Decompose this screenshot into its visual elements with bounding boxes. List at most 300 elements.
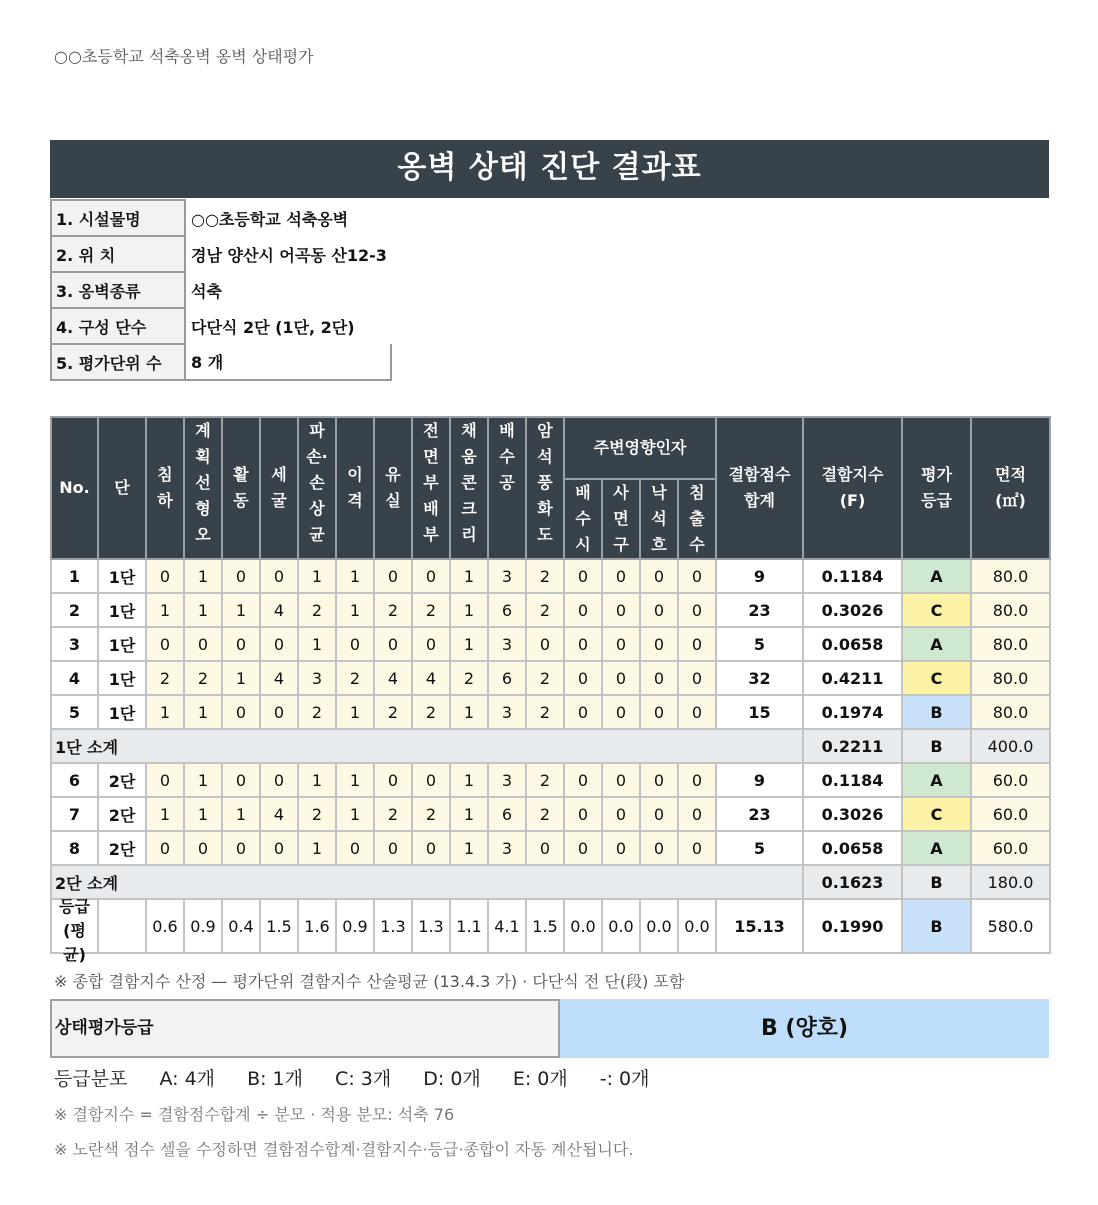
score-cell[interactable]: 2: [526, 695, 564, 729]
total-area: 580.0: [971, 899, 1050, 953]
score-cell[interactable]: 1: [146, 695, 184, 729]
subtotal-row: [51, 729, 1050, 763]
grade-distribution: [54, 1064, 676, 1091]
score-cell[interactable]: 0: [602, 695, 640, 729]
info-value: 다단식 2단 (1단, 2단): [191, 317, 355, 337]
header-char: 균: [309, 525, 325, 544]
header-sub-factor-1: [602, 479, 640, 559]
score-cell[interactable]: 1: [146, 797, 184, 831]
score-cell[interactable]: 2: [412, 593, 450, 627]
area-value: 80.0: [971, 593, 1050, 627]
header-line: 등급: [921, 491, 952, 510]
average-cell: 0.0: [678, 899, 716, 953]
score-cell[interactable]: 2: [374, 797, 412, 831]
header-char: 활: [233, 465, 249, 484]
average-cell: 1.5: [526, 899, 564, 953]
score-cell[interactable]: 0: [412, 559, 450, 593]
total-note: ※ 종합 결함지수 산정 — 평가단위 결함지수 산술평균 (13.4.3 가) · 다단식 전 단(段) 포함: [54, 972, 685, 991]
header-char: 배: [499, 421, 515, 440]
table-row: [51, 763, 1050, 797]
score-cell[interactable]: 0: [564, 763, 602, 797]
status-grade-value: B (양호): [560, 999, 1049, 1058]
header-line: 결함점수: [728, 465, 791, 484]
header-char: 형: [195, 499, 211, 518]
header-defect-2: [222, 417, 260, 559]
header-surrounding-factors: 주변영향인자: [564, 417, 716, 479]
header-char: 부: [423, 525, 439, 544]
info-value: 8 개: [185, 344, 391, 380]
header-no: No.: [51, 417, 98, 559]
score-cell[interactable]: 0: [678, 661, 716, 695]
score-cell[interactable]: 0: [374, 831, 412, 865]
defect-index: 0.3026: [803, 797, 902, 831]
score-cell[interactable]: 3: [488, 831, 526, 865]
score-cell[interactable]: 1: [298, 627, 336, 661]
grade-badge: A: [902, 831, 971, 865]
score-cell[interactable]: 1: [184, 593, 222, 627]
score-cell[interactable]: 2: [298, 695, 336, 729]
info-row: [51, 272, 391, 308]
score-cell[interactable]: 6: [488, 661, 526, 695]
header-char: 석: [651, 509, 667, 528]
score-cell[interactable]: 0: [678, 763, 716, 797]
header-char: 낙: [651, 483, 667, 502]
header-char: 암: [537, 421, 553, 440]
header-char: 오: [195, 525, 211, 544]
score-cell[interactable]: 0: [640, 627, 678, 661]
score-cell[interactable]: 0: [412, 627, 450, 661]
formula-note: ※ 결함지수 = 결함점수합계 ÷ 분모 · 적용 분모: 석축 76: [54, 1105, 455, 1124]
header-char: 출: [689, 509, 705, 528]
average-cell: 0.0: [640, 899, 678, 953]
score-cell[interactable]: 3: [488, 559, 526, 593]
header-defect-10: [526, 417, 564, 559]
score-cell[interactable]: 0: [374, 627, 412, 661]
score-cell[interactable]: 2: [526, 763, 564, 797]
score-cell[interactable]: 0: [564, 627, 602, 661]
header-char: 상: [309, 499, 325, 518]
header-sub-factor-0: [564, 479, 602, 559]
total-row: [51, 899, 1050, 953]
total-label-inner: [52, 895, 97, 964]
header-char: 하: [157, 491, 173, 510]
score-cell[interactable]: 0: [526, 831, 564, 865]
score-cell[interactable]: 0: [602, 831, 640, 865]
score-cell[interactable]: 2: [298, 797, 336, 831]
score-cell[interactable]: 1: [450, 627, 488, 661]
score-cell[interactable]: 0: [222, 763, 260, 797]
score-cell[interactable]: 1: [184, 695, 222, 729]
average-cell: 0.9: [184, 899, 222, 953]
header-char: 구: [613, 535, 629, 554]
grade-badge: B: [902, 695, 971, 729]
score-cell[interactable]: 0: [640, 661, 678, 695]
score-cell[interactable]: 0: [260, 831, 298, 865]
score-cell[interactable]: 1: [450, 831, 488, 865]
header-char: 수: [575, 509, 591, 528]
score-cell[interactable]: 0: [336, 627, 374, 661]
info-label: 2. 위 치: [51, 236, 185, 272]
header-char: 수: [499, 447, 515, 466]
header-char: 화: [537, 499, 553, 518]
header-char: 세: [271, 465, 287, 484]
header-char: 동: [233, 491, 249, 510]
header-char: 콘: [461, 473, 477, 492]
score-cell[interactable]: 0: [678, 797, 716, 831]
score-cell[interactable]: 3: [488, 763, 526, 797]
average-cell: 1.6: [298, 899, 336, 953]
score-cell[interactable]: 6: [488, 593, 526, 627]
score-cell[interactable]: 0: [640, 695, 678, 729]
score-cell[interactable]: 1: [450, 763, 488, 797]
subtotal-row: [51, 865, 1050, 899]
header-defect-9: [488, 417, 526, 559]
score-cell[interactable]: 2: [336, 661, 374, 695]
total-label: [51, 897, 98, 964]
header-char: 계: [195, 421, 211, 440]
header-char: 파: [309, 421, 325, 440]
score-cell[interactable]: 4: [260, 797, 298, 831]
total-label-line: (평: [63, 921, 86, 940]
defect-sum: 32: [716, 661, 803, 695]
score-cell[interactable]: 0: [222, 831, 260, 865]
area-value: 180.0: [971, 865, 1050, 899]
header-char: 면: [613, 509, 629, 528]
defect-sum: 23: [716, 797, 803, 831]
score-cell[interactable]: 0: [678, 559, 716, 593]
score-cell[interactable]: 0: [374, 763, 412, 797]
row-dan: 1단: [98, 661, 146, 695]
distribution-a: A: 4개: [159, 1068, 216, 1090]
header-char: 석: [537, 447, 553, 466]
score-cell[interactable]: 0: [260, 763, 298, 797]
header-line: 평가: [921, 465, 952, 484]
score-cell[interactable]: 0: [640, 797, 678, 831]
status-grade-box: [50, 999, 1049, 1058]
score-cell[interactable]: 3: [488, 695, 526, 729]
total-dan-empty: [98, 899, 146, 953]
header-defect-index: [803, 417, 902, 559]
area-value: 60.0: [971, 763, 1050, 797]
header-defect-3: [260, 417, 298, 559]
score-cell[interactable]: 1: [146, 593, 184, 627]
score-cell[interactable]: 2: [526, 797, 564, 831]
defect-index: 0.0658: [803, 627, 902, 661]
score-cell[interactable]: 1: [450, 559, 488, 593]
header-char: 침: [157, 465, 173, 484]
info-label: 4. 구성 단수: [51, 308, 185, 344]
info-row: [51, 236, 391, 272]
score-cell[interactable]: 0: [602, 559, 640, 593]
total-label-line: 등급: [59, 897, 90, 916]
header-sub-factor-3: [678, 479, 716, 559]
score-cell[interactable]: 4: [260, 593, 298, 627]
header-line: 합계: [744, 491, 775, 510]
score-cell[interactable]: 0: [602, 627, 640, 661]
defect-index: 0.1974: [803, 695, 902, 729]
header-char: 수: [689, 535, 705, 554]
score-cell[interactable]: 0: [564, 831, 602, 865]
table-row: [51, 593, 1050, 627]
score-cell[interactable]: 2: [412, 695, 450, 729]
row-dan: 2단: [98, 797, 146, 831]
header-grade: [902, 417, 971, 559]
header-char: 손·: [306, 447, 328, 466]
score-cell[interactable]: 2: [412, 797, 450, 831]
score-cell[interactable]: 4: [260, 661, 298, 695]
table-row: [51, 627, 1050, 661]
score-cell[interactable]: 3: [488, 627, 526, 661]
score-cell[interactable]: 0: [146, 763, 184, 797]
score-cell[interactable]: 1: [184, 559, 222, 593]
score-cell[interactable]: 0: [640, 831, 678, 865]
header-row: [51, 417, 1050, 479]
total-label-line: 균): [63, 945, 86, 964]
header-area: [971, 417, 1050, 559]
score-cell[interactable]: 1: [298, 831, 336, 865]
score-cell[interactable]: 2: [526, 593, 564, 627]
score-cell[interactable]: 0: [412, 763, 450, 797]
score-cell[interactable]: 0: [564, 695, 602, 729]
table-row: [51, 831, 1050, 865]
distribution-b: B: 1개: [247, 1068, 303, 1090]
score-cell[interactable]: 1: [298, 559, 336, 593]
header-char: 풍: [537, 473, 553, 492]
header-char: 움: [461, 447, 477, 466]
distribution-c: C: 3개: [335, 1068, 392, 1090]
score-cell[interactable]: 0: [602, 763, 640, 797]
score-cell[interactable]: 0: [222, 627, 260, 661]
header-char: 격: [347, 491, 363, 510]
defect-sum: 5: [716, 831, 803, 865]
row-dan: 1단: [98, 695, 146, 729]
score-cell[interactable]: 2: [184, 661, 222, 695]
area-value: 80.0: [971, 661, 1050, 695]
area-value: 80.0: [971, 695, 1050, 729]
score-cell[interactable]: 1: [336, 593, 374, 627]
score-cell[interactable]: 1: [184, 763, 222, 797]
area-value: 80.0: [971, 627, 1050, 661]
score-cell[interactable]: 0: [146, 627, 184, 661]
score-cell[interactable]: 1: [298, 763, 336, 797]
info-label: 5. 평가단위 수: [51, 344, 185, 380]
row-dan: 1단: [98, 627, 146, 661]
defect-index: 0.1623: [803, 865, 902, 899]
score-cell[interactable]: 0: [564, 661, 602, 695]
score-cell[interactable]: 1: [336, 559, 374, 593]
grade-badge: A: [902, 627, 971, 661]
score-cell[interactable]: 0: [146, 559, 184, 593]
grade-badge: C: [902, 593, 971, 627]
row-dan: 1단: [98, 593, 146, 627]
score-cell[interactable]: 2: [526, 559, 564, 593]
score-cell[interactable]: 0: [564, 797, 602, 831]
header-defect-4: [298, 417, 336, 559]
header-sub-factor-2: [640, 479, 678, 559]
score-cell[interactable]: 2: [374, 695, 412, 729]
score-cell[interactable]: 0: [260, 695, 298, 729]
defect-sum: 9: [716, 763, 803, 797]
area-value: 400.0: [971, 729, 1050, 763]
score-cell[interactable]: 0: [374, 559, 412, 593]
grade-badge: C: [902, 661, 971, 695]
average-cell: 0.6: [146, 899, 184, 953]
score-cell[interactable]: 1: [336, 695, 374, 729]
total-defect-sum: 15.13: [716, 899, 803, 953]
score-cell[interactable]: 0: [640, 763, 678, 797]
distribution-none: -: 0개: [599, 1068, 650, 1090]
area-value: 60.0: [971, 797, 1050, 831]
score-cell[interactable]: 0: [336, 831, 374, 865]
score-cell[interactable]: 0: [678, 593, 716, 627]
row-no: 6: [51, 763, 98, 797]
header-char: 크: [461, 499, 477, 518]
area-value: 60.0: [971, 831, 1050, 865]
info-label: 1. 시설물명: [51, 200, 185, 236]
score-cell[interactable]: 0: [678, 627, 716, 661]
score-cell[interactable]: 3: [298, 661, 336, 695]
average-cell: 1.3: [374, 899, 412, 953]
header-char: 선: [195, 473, 211, 492]
score-cell[interactable]: 0: [602, 797, 640, 831]
header-char: 굴: [271, 491, 287, 510]
score-cell[interactable]: 0: [640, 559, 678, 593]
row-no: 3: [51, 627, 98, 661]
distribution-d: D: 0개: [423, 1068, 481, 1090]
subtotal-label: 2단 소계: [51, 865, 803, 899]
info-row: [51, 200, 391, 236]
score-cell[interactable]: 0: [678, 695, 716, 729]
defect-sum: 15: [716, 695, 803, 729]
average-cell: 1.1: [450, 899, 488, 953]
total-grade-badge: B: [902, 899, 971, 953]
header-defect-1: [184, 417, 222, 559]
score-cell[interactable]: 0: [602, 661, 640, 695]
page-title: 옹벽 상태 진단 결과표: [50, 140, 1049, 198]
score-cell[interactable]: 1: [450, 797, 488, 831]
defect-index: 0.2211: [803, 729, 902, 763]
score-cell[interactable]: 2: [298, 593, 336, 627]
average-cell: 4.1: [488, 899, 526, 953]
distribution-label: 등급분포: [54, 1068, 128, 1090]
score-cell[interactable]: 0: [412, 831, 450, 865]
average-cell: 1.5: [260, 899, 298, 953]
score-cell[interactable]: 0: [222, 695, 260, 729]
defect-index: 0.4211: [803, 661, 902, 695]
header-char: 유: [385, 465, 401, 484]
header-defect-5: [336, 417, 374, 559]
info-value: 석축: [191, 281, 222, 301]
row-dan: 2단: [98, 831, 146, 865]
defect-index: 0.0658: [803, 831, 902, 865]
score-cell[interactable]: 0: [564, 559, 602, 593]
score-cell[interactable]: 1: [450, 593, 488, 627]
score-cell[interactable]: 4: [412, 661, 450, 695]
info-row: [51, 344, 391, 380]
auto-calc-note: ※ 노란색 점수 셀을 수정하면 결함점수합계·결함지수·등급·종합이 자동 계산됩니다.: [54, 1140, 634, 1159]
score-cell[interactable]: 1: [450, 695, 488, 729]
grade-badge: A: [902, 559, 971, 593]
defect-sum: 23: [716, 593, 803, 627]
defect-index: 0.1184: [803, 763, 902, 797]
defect-sum: 5: [716, 627, 803, 661]
score-cell[interactable]: 2: [146, 661, 184, 695]
total-defect-index: 0.1990: [803, 899, 902, 953]
score-cell[interactable]: 2: [450, 661, 488, 695]
info-row: [51, 308, 391, 344]
score-cell[interactable]: 0: [184, 627, 222, 661]
table-row: [51, 661, 1050, 695]
facility-info-table: [50, 199, 392, 381]
score-cell[interactable]: 1: [336, 797, 374, 831]
score-cell[interactable]: 1: [336, 763, 374, 797]
grade-badge: C: [902, 797, 971, 831]
header-char: 사: [613, 483, 629, 502]
status-grade-label: 상태평가등급: [50, 999, 560, 1058]
score-cell[interactable]: 1: [222, 661, 260, 695]
score-cell[interactable]: 0: [678, 831, 716, 865]
grade-badge: B: [902, 729, 971, 763]
average-cell: 0.4: [222, 899, 260, 953]
score-cell[interactable]: 0: [564, 593, 602, 627]
score-cell[interactable]: 0: [260, 627, 298, 661]
defect-index: 0.3026: [803, 593, 902, 627]
table-row: [51, 559, 1050, 593]
header-defect-sum: [716, 417, 803, 559]
score-cell[interactable]: 1: [222, 797, 260, 831]
score-cell[interactable]: 1: [222, 593, 260, 627]
score-cell[interactable]: 0: [602, 593, 640, 627]
header-defect-8: [450, 417, 488, 559]
header-char: 도: [537, 525, 553, 544]
area-value: 80.0: [971, 559, 1050, 593]
header-char: 배: [575, 483, 591, 502]
score-cell[interactable]: 0: [222, 559, 260, 593]
row-no: 5: [51, 695, 98, 729]
header-char: 실: [385, 491, 401, 510]
header-char: 시: [575, 535, 591, 554]
distribution-e: E: 0개: [512, 1068, 568, 1090]
score-cell[interactable]: 0: [640, 593, 678, 627]
score-cell[interactable]: 0: [146, 831, 184, 865]
score-cell[interactable]: 1: [184, 797, 222, 831]
score-cell[interactable]: 6: [488, 797, 526, 831]
table-row: [51, 797, 1050, 831]
subtotal-label: 1단 소계: [51, 729, 803, 763]
score-cell[interactable]: 0: [184, 831, 222, 865]
row-no: 2: [51, 593, 98, 627]
row-no: 8: [51, 831, 98, 865]
header-line: (F): [839, 491, 866, 510]
score-cell[interactable]: 2: [374, 593, 412, 627]
score-cell[interactable]: 0: [260, 559, 298, 593]
header-char: 이: [347, 465, 363, 484]
row-no: 7: [51, 797, 98, 831]
score-cell[interactable]: 0: [526, 627, 564, 661]
header-char: 침: [689, 483, 705, 502]
header-char: 채: [461, 421, 477, 440]
average-cell: 0.9: [336, 899, 374, 953]
score-cell[interactable]: 4: [374, 661, 412, 695]
header-char: 면: [423, 447, 439, 466]
grade-badge: B: [902, 865, 971, 899]
score-cell[interactable]: 2: [526, 661, 564, 695]
header-defect-7: [412, 417, 450, 559]
header-defect-6: [374, 417, 412, 559]
average-cell: 0.0: [602, 899, 640, 953]
defect-sum: 9: [716, 559, 803, 593]
header-char: 획: [195, 447, 211, 466]
